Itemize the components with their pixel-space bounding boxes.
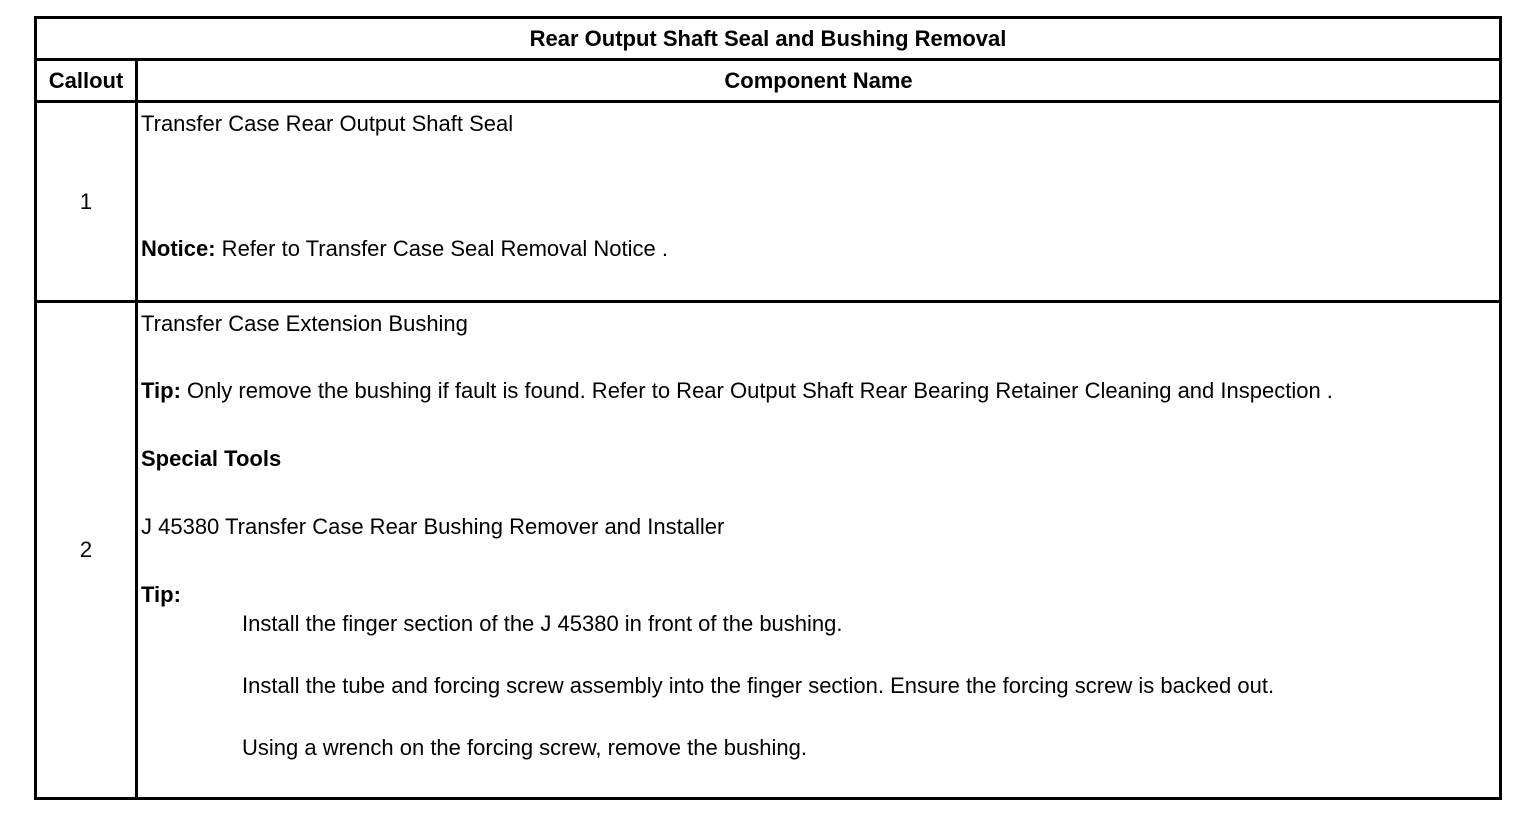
tip-steps-heading: [141, 582, 181, 608]
special-tools-heading: [141, 446, 281, 472]
notice-label: Notice:: [141, 236, 216, 261]
step-item: Install the tube and forcing screw assembly into the finger section. Ensure the forcing screw is backed out.: [242, 673, 1275, 698]
tip-text: Only remove the bushing if fault is found. Refer to Rear Output Shaft Rear Bearing Retainer Cleaning and Inspection .: [180, 378, 1333, 403]
header-callout-text: Callout: [48, 67, 124, 93]
callout-number: 2: [79, 537, 93, 562]
step-item: Using a wrench on the forcing screw, remove the bushing.: [242, 735, 807, 760]
table-row: [37, 103, 1499, 303]
procedure-table: [34, 16, 1502, 800]
notice-text: Refer to Transfer Case Seal Removal Notice .: [215, 236, 668, 261]
notice-line: [141, 236, 668, 262]
header-component-name: [138, 61, 1499, 100]
header-component-name-text: Component Name: [724, 67, 913, 93]
tool-item: J 45380 Transfer Case Rear Bushing Remover and Installer: [141, 514, 725, 539]
special-tools-label: Special Tools: [141, 446, 282, 471]
step-item: Install the finger section of the J 45380 in front of the bushing.: [242, 611, 843, 636]
tip-label: Tip:: [141, 378, 181, 403]
component-name: Transfer Case Rear Output Shaft Seal: [141, 111, 514, 136]
component-name: Transfer Case Extension Bushing: [141, 311, 468, 336]
component-cell: [141, 303, 1499, 797]
table-title: [37, 19, 1499, 61]
tip-label: Tip:: [141, 582, 181, 607]
component-cell: [141, 103, 1499, 300]
callout-cell: [37, 303, 138, 797]
table-row: [37, 303, 1499, 797]
header-callout: [37, 61, 138, 100]
callout-cell: [37, 103, 138, 300]
tip-line: [141, 378, 1333, 404]
table-title-text: Rear Output Shaft Seal and Bushing Removal: [529, 25, 1007, 51]
callout-number: 1: [79, 188, 93, 214]
table-header-row: [37, 61, 1499, 103]
